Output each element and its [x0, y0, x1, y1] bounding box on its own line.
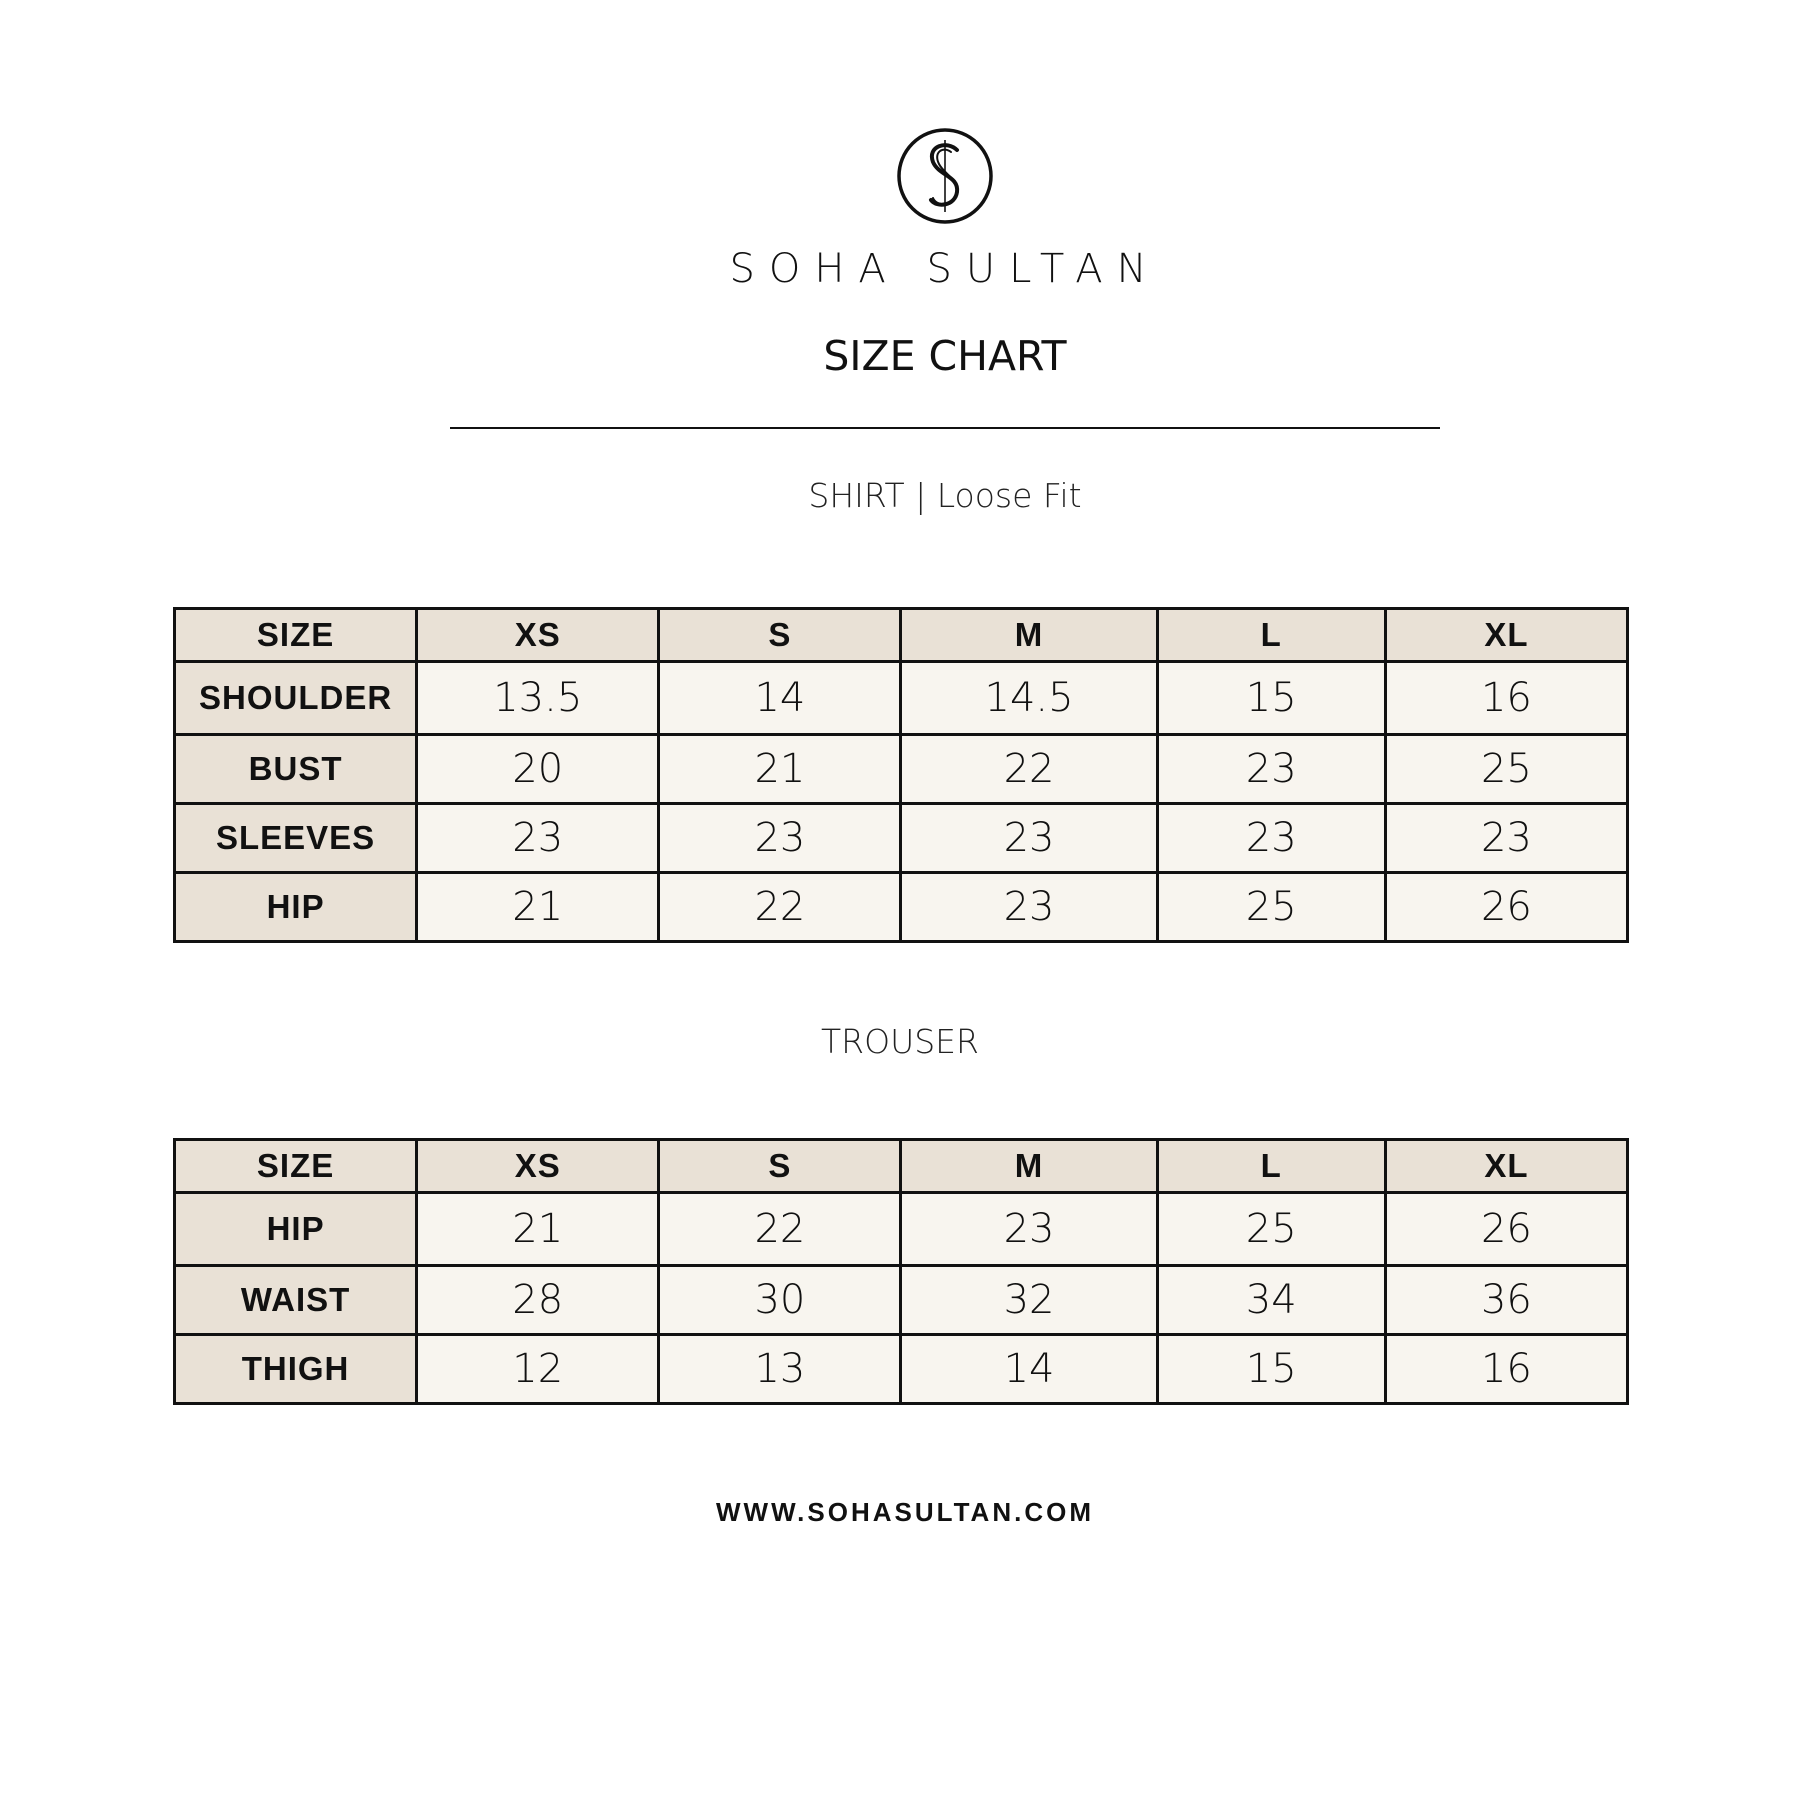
table-cell: 23 [417, 804, 659, 873]
table-cell: 21 [417, 1193, 659, 1266]
row-label: HIP [175, 873, 417, 942]
column-header: M [901, 609, 1157, 662]
table-header-row [175, 609, 1628, 662]
column-header: L [1157, 609, 1385, 662]
table-cell: 23 [901, 804, 1157, 873]
table-cell: 21 [417, 873, 659, 942]
row-label: BUST [175, 735, 417, 804]
shirt-section-title: SHIRT | Loose Fit [808, 476, 1082, 515]
table-cell: 28 [417, 1266, 659, 1335]
table-row [175, 873, 1628, 942]
column-header: XS [417, 609, 659, 662]
table-row [175, 1335, 1628, 1404]
column-header: SIZE [175, 609, 417, 662]
table-cell: 23 [1385, 804, 1627, 873]
website-url[interactable]: WWW.SOHASULTAN.COM [716, 1497, 1094, 1527]
table-cell: 15 [1157, 1335, 1385, 1404]
table-cell: 22 [659, 1193, 901, 1266]
table-cell: 13 [659, 1335, 901, 1404]
table-cell: 30 [659, 1266, 901, 1335]
row-label: THIGH [175, 1335, 417, 1404]
table-cell: 23 [901, 873, 1157, 942]
column-header: XS [417, 1140, 659, 1193]
column-header: S [659, 1140, 901, 1193]
table-row [175, 1193, 1628, 1266]
table-cell: 23 [1157, 804, 1385, 873]
ss-monogram-icon [895, 126, 995, 226]
column-header: XL [1385, 1140, 1627, 1193]
table-row [175, 1266, 1628, 1335]
row-label: WAIST [175, 1266, 417, 1335]
table-row [175, 804, 1628, 873]
page-title: SIZE CHART [823, 332, 1067, 380]
table-cell: 23 [1157, 735, 1385, 804]
column-header: M [901, 1140, 1157, 1193]
table-cell: 14 [901, 1335, 1157, 1404]
column-header: XL [1385, 609, 1627, 662]
table-cell: 21 [659, 735, 901, 804]
row-label: HIP [175, 1193, 417, 1266]
table-cell: 25 [1157, 1193, 1385, 1266]
table-cell: 25 [1157, 873, 1385, 942]
table-cell: 25 [1385, 735, 1627, 804]
column-header: S [659, 609, 901, 662]
table-header-row [175, 1140, 1628, 1193]
table-cell: 12 [417, 1335, 659, 1404]
row-label: SLEEVES [175, 804, 417, 873]
trouser-size-table [173, 1138, 1629, 1405]
table-cell: 15 [1157, 662, 1385, 735]
table-cell: 36 [1385, 1266, 1627, 1335]
table-cell: 26 [1385, 873, 1627, 942]
table-cell: 22 [901, 735, 1157, 804]
table-cell: 34 [1157, 1266, 1385, 1335]
row-label: SHOULDER [175, 662, 417, 735]
table-cell: 32 [901, 1266, 1157, 1335]
table-cell: 16 [1385, 1335, 1627, 1404]
brand-logo [0, 126, 1800, 231]
brand-name: SOHA SULTAN [729, 246, 1161, 292]
table-row [175, 662, 1628, 735]
column-header: L [1157, 1140, 1385, 1193]
shirt-size-table [173, 607, 1629, 943]
table-cell: 20 [417, 735, 659, 804]
column-header: SIZE [175, 1140, 417, 1193]
table-cell: 13.5 [417, 662, 659, 735]
table-cell: 16 [1385, 662, 1627, 735]
table-cell: 14 [659, 662, 901, 735]
table-cell: 23 [659, 804, 901, 873]
table-cell: 14.5 [901, 662, 1157, 735]
table-row [175, 735, 1628, 804]
trouser-section-title: TROUSER [821, 1022, 979, 1061]
table-cell: 26 [1385, 1193, 1627, 1266]
table-cell: 23 [901, 1193, 1157, 1266]
table-cell: 22 [659, 873, 901, 942]
title-divider [450, 427, 1440, 429]
